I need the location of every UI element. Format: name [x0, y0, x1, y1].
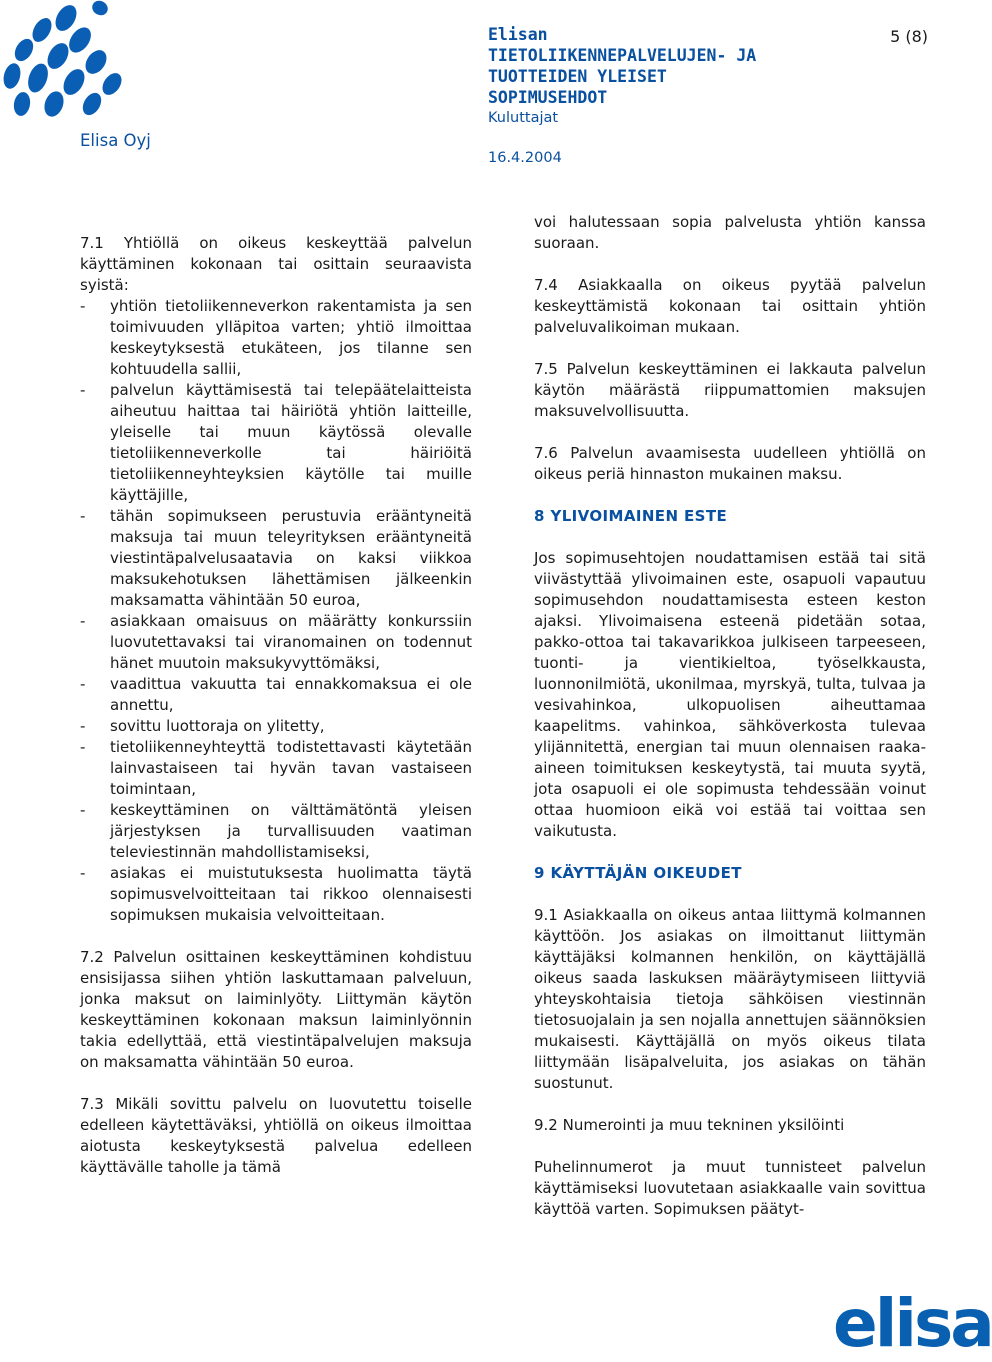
- section-9-2-title: 9.2 Numerointi ja muu tekninen yksilöinti: [534, 1116, 845, 1134]
- left-column: [80, 212, 472, 1178]
- doc-title-line-2: TUOTTEIDEN YLEISET: [488, 67, 667, 86]
- list-item: - asiakkaan omaisuus on määrätty konkurssiin luovutettavaksi tai viranomainen on todennut hänet muutoin maksukyvyttömäksi,: [80, 612, 472, 672]
- list-item: - keskeyttäminen on välttämätöntä yleisen järjestyksen ja turvallisuuden vaatiman televiestinnän mahdollistamiseksi,: [80, 801, 472, 861]
- list-item: - sovittu luottoraja on ylitetty,: [80, 717, 325, 735]
- section-8-heading: 8 YLIVOIMAINEN ESTE: [534, 507, 728, 525]
- section-7-5: 7.5 Palvelun keskeyttäminen ei lakkauta palvelun käytön määrästä riippumattomien maksujen maksuvelvollisuutta.: [534, 360, 926, 420]
- section-7-2: 7.2 Palvelun osittainen keskeyttäminen kohdistuu ensisijassa siihen yhtiön laskuttamaan palveluun, jonka maksut on laiminlyöty. Liittymän käytön keskeyttäminen kokonaan maksun laiminlyönnin takia edellyttää, että viestintäpalvelujen maksuja on maksamatta vähintään 50 euroa.: [80, 948, 472, 1071]
- audience: Kuluttajat: [488, 110, 559, 126]
- brand-name: Elisan: [488, 25, 548, 44]
- section-9-heading: 9 KÄYTTÄJÄN OIKEUDET: [534, 864, 742, 882]
- section-7-6: 7.6 Palvelun avaamisesta uudelleen yhtiöllä on oikeus periä hinnaston mukainen maksu.: [534, 444, 926, 483]
- document-header: [488, 24, 756, 166]
- section-7-1-intro: 7.1 Yhtiöllä on oikeus keskeyttää palvelun käyttäminen kokonaan tai osittain seuraavista syistä:: [80, 234, 472, 294]
- elisa-logo: elisa: [833, 1285, 992, 1362]
- page-number: 5 (8): [890, 27, 928, 46]
- document-date: 16.4.2004: [488, 150, 562, 166]
- right-column: [534, 212, 926, 1220]
- section-9-1: 9.1 Asiakkaalla on oikeus antaa liittymä kolmannen käyttöön. Jos asiakas on ilmoittanut liittymän käyttäjäksi kolmannen henkilön, on käyttäjällä oikeus saada laskuksen määräytymiseen liittyviä yhteyskohtaisia tietoja sähköisen viestinnän tietosuojalain ja sen nojalla annettujen säännöksien mukaisesti. Käyttäjällä on myös oikeus tilata liittymään lisäpalveluita, jos asiakas on tähän suostunut.: [534, 906, 926, 1092]
- section-8-body: Jos sopimusehtojen noudattamisen estää tai sitä viivästyttää ylivoimainen este, osapuoli vapautuu sopimusehdon noudattamisesta esteen keston ajaksi. Ylivoimaisena esteenä pidetään sotaa, pakko-ottoa tai takavarikkoa julkiseen tarpeeseen, tuonti- ja vientikieltoa, työselkkausta, luonnonilmiötä, ukonilmaa, myrskyä, tulta, tulvaa ja vesivahinkoa, ulkopuolisen aiheuttamaa kaapelitms. vahinkoa, sähköverkosta tulevaa ylijännitettä, energian tai muun olennaisen raaka-aineen toimituksen keskeytystä, tai muuta syytä, jota osapuoli ei ole sopimusta tehdessään voinut ottaa huomioon eikä voi estää tai voittaa sen vaikutusta.: [534, 549, 926, 840]
- list-item: - asiakas ei muistutuksesta huolimatta täytä sopimusvelvoitteitaan tai rikkoo olennaisesti sopimuksen mukaisia velvoitteitaan.: [80, 864, 472, 924]
- elisa-dots-logo: [0, 0, 125, 120]
- list-item: - tähän sopimukseen perustuvia erääntyneitä maksuja tai muun teleyrityksen erääntyneitä viestintäpalvelusaatavia on kaksi viikkoa maksukehotuksen lähettämisen jälkeenkin maksamatta vähintään 50 euroa,: [80, 507, 472, 609]
- section-7-4: 7.4 Asiakkaalla on oikeus pyytää palvelun keskeyttämistä kokonaan tai osittain yhtiön palveluvalikoiman mukaan.: [534, 276, 926, 336]
- suspension-reasons-list: [80, 296, 472, 926]
- section-7-3: 7.3 Mikäli sovittu palvelu on luovutettu toiselle edelleen käytettäväksi, yhtiöllä on oikeus ilmoittaa aiotusta keskeytyksestä palvelua edelleen käyttävälle taholle ja tämä: [80, 1095, 472, 1176]
- list-item: - vaadittua vakuutta tai ennakkomaksua ei ole annettu,: [80, 675, 472, 714]
- section-9-2-body: Puhelinnumerot ja muut tunnisteet palvelun käyttämiseksi luovutetaan asiakkaalle vain sovittua käyttöä varten. Sopimuksen päätyt-: [534, 1158, 926, 1218]
- list-item: - tietoliikenneyhteyttä todistettavasti käytetään lainvastaiseen tai hyvän tavan vastaiseen toimintaan,: [80, 738, 472, 798]
- doc-title-line-1: TIETOLIIKENNEPALVELUJEN- JA: [488, 46, 757, 65]
- doc-title-line-3: SOPIMUSEHDOT: [488, 88, 608, 107]
- list-item: - palvelun käyttämisestä tai telepäätelaitteista aiheutuu haittaa tai häiriötä yhtiön laitteille, yleiselle tai muun käytössä olevalle tietoliikenneverkolle tai häiriöitä tietoliikenneyhteyksien käytölle tai muille käyttäjille,: [80, 381, 472, 504]
- section-7-3-continued: voi halutessaan sopia palvelusta yhtiön kanssa suoraan.: [534, 213, 926, 252]
- list-item: - yhtiön tietoliikenneverkon rakentamista ja sen toimivuuden ylläpitoa varten; yhtiö ilmoittaa keskeytyksestä etukäteen, jos tilanne sen kohtuudella sallii,: [80, 297, 472, 378]
- company-name: Elisa Oyj: [80, 131, 151, 150]
